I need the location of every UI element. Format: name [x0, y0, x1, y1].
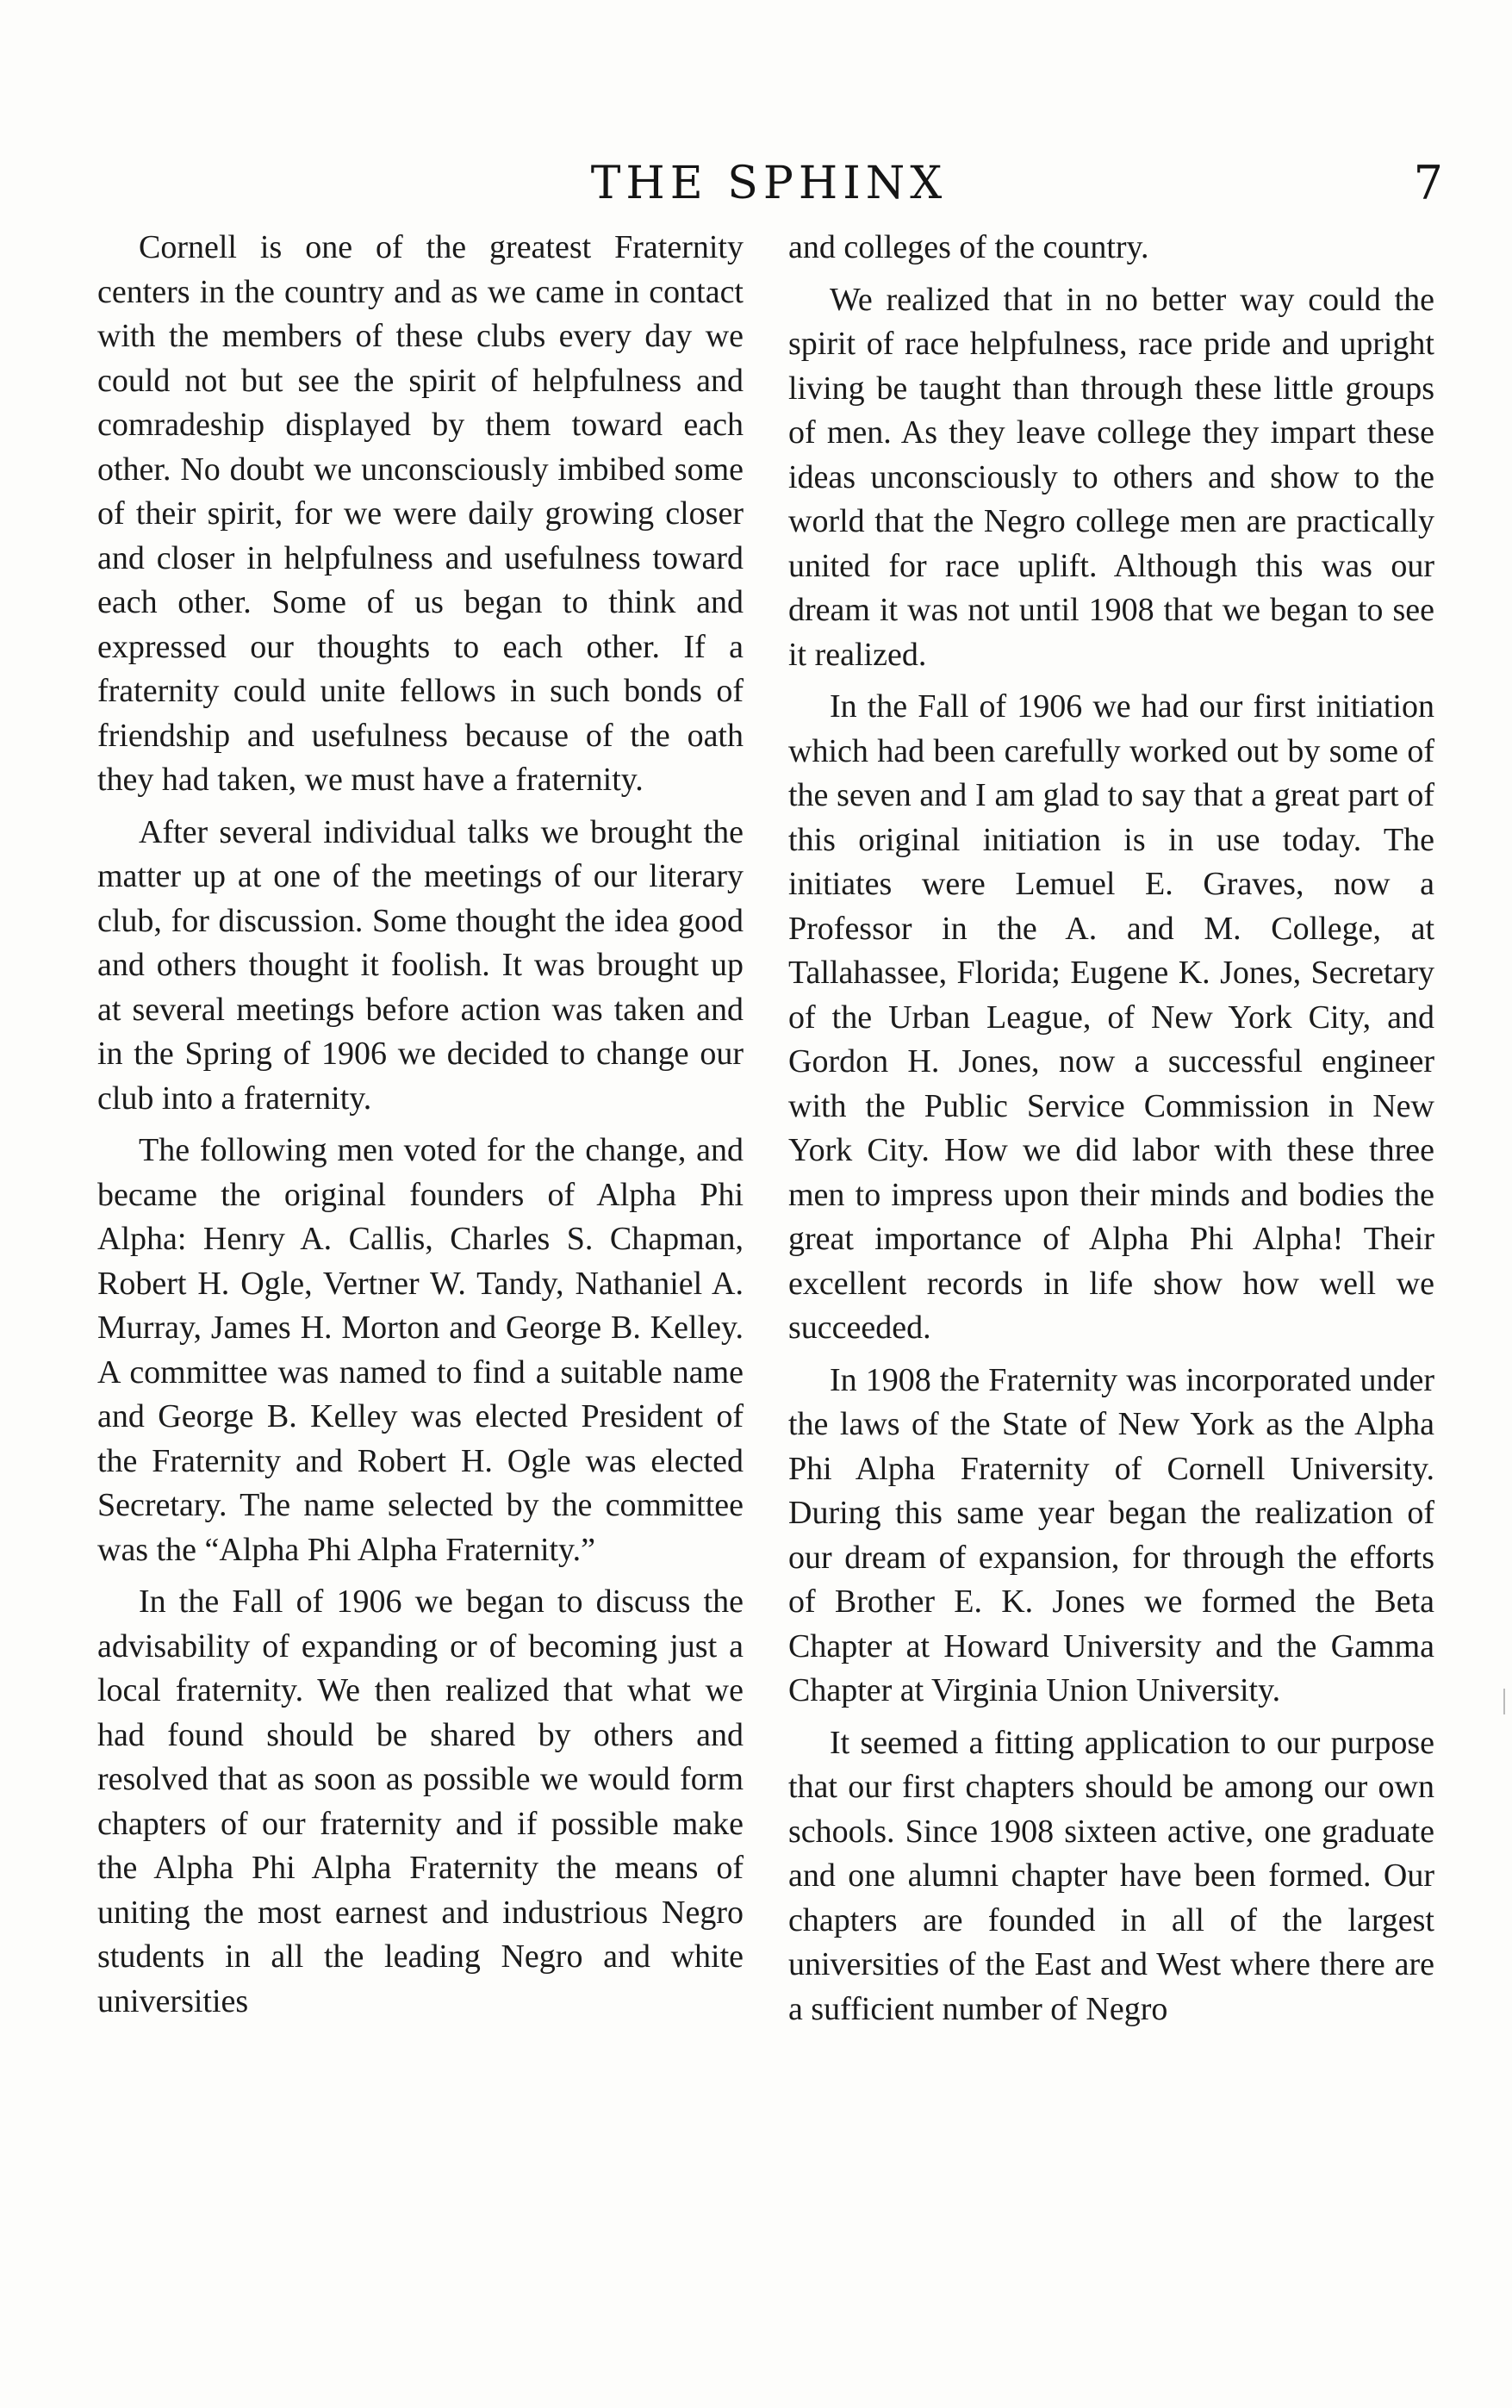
paragraph-continuation: and colleges of the country.	[788, 229, 1149, 265]
paragraph: Cornell is one of the greatest Fraternity centers in the country and as we came in contact with the members of these clubs every day we could not but see the spirit of helpfulness and comradeship displayed by them toward each other. No doubt we unconsciously imbibed some of their spirit, for we were daily growing closer and closer in helpfulness and usefulness toward each other. Some of us began to think and expressed our thoughts to each other. If a fraternity could unite fellows in such bonds of friendship and usefulness because of the oath they had taken, we must have a fraternity.	[97, 229, 744, 798]
paragraph: We realized that in no better way could the spirit of race helpfulness, race pride and upright living be taught than through these little groups of men. As they leave college they impart these ideas unconsciously to others and show to the world that the Negro college men are practically united for race uplift. Although this was our dream it was not until 1908 that we began to see it realized.	[788, 281, 1434, 673]
paragraph: The following men voted for the change, and became the original founders of Alpha Phi Alpha: Henry A. Callis, Charles S. Chapman, Robert H. Ogle, Vertner W. Tandy, Nathaniel A. Murray, James H. Morton and George B. Kelley. A committee was named to find a suitable name and George B. Kelley was elected President of the Fraternity and Robert H. Ogle was elected Secretary. The name selected by the committee was the “Alpha Phi Alpha Fraternity.”	[97, 1132, 744, 1568]
page-number: 7	[1413, 156, 1443, 210]
page-header	[95, 153, 1443, 214]
paragraph: In the Fall of 1906 we had our first initiation which had been carefully worked out by some of the seven and I am glad to say that a great part of this original initiation is in use today. The initiates were Lemuel E. Graves, now a Professor in the A. and M. College, at Tallahassee, Florida; Eugene K. Jones, Secretary of the Urban League, of New York City, and Gordon H. Jones, now a successful engineer with the Public Service Commission in New York City. How we did labor with these three men to impress upon their minds and bodies the great importance of Alpha Phi Alpha! Their excellent records in life show how well we succeeded.	[788, 688, 1434, 1346]
paragraph: In 1908 the Fraternity was incorporated under the laws of the State of New York as the Alpha Phi Alpha Fraternity of Cornell University. During this same year began the realization of our dream of expansion, for through the efforts of Brother E. K. Jones we formed the Beta Chapter at Howard University and the Gamma Chapter at Virginia Union University.	[788, 1361, 1434, 1708]
paragraph: In the Fall of 1906 we began to discuss the advisability of expanding or of becoming just a local fraternity. We then realized that what we had found should be shared by others and resolved that as soon as possible we would form chapters of our fraternity and if possible make the Alpha Phi Alpha Fraternity the means of uniting the most earnest and industrious Negro students in all the leading Negro and white universities	[97, 1584, 744, 2019]
right-column	[788, 226, 1434, 2039]
publication-title: THE SPHINX	[590, 158, 948, 209]
scan-edge-mark	[1503, 1689, 1505, 1714]
paragraph: After several individual talks we brought the matter up at one of the meetings of our literary club, for discussion. Some thought the idea good and others thought it foolish. It was brought up at several meetings before action was taken and in the Spring of 1906 we decided to change our club into a fraternity.	[97, 813, 744, 1117]
paragraph: It seemed a fitting application to our purpose that our first chapters should be among our own schools. Since 1908 sixteen active, one graduate and one alumni chapter have been formed. Our chapters are founded in all of the largest universities of the East and West where there are a sufficient number of Negro	[788, 1724, 1434, 2027]
left-column	[97, 226, 744, 2032]
